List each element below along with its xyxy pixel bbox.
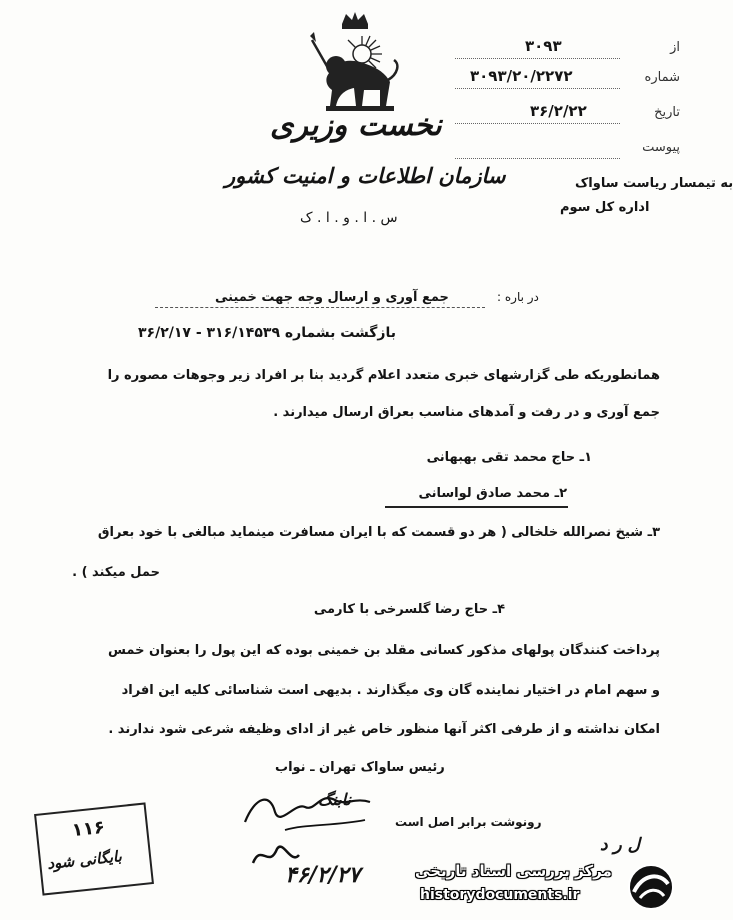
certified-copy-note: رونوشت برابر اصل است	[395, 815, 542, 829]
subject-underline	[155, 307, 485, 308]
margin-note: ل ر د	[600, 835, 640, 855]
list-item-3-line-2: حمل میکند ) .	[72, 565, 160, 580]
from-dotline	[455, 58, 620, 59]
from-row	[455, 37, 680, 62]
from-value: ۳۰۹۳	[525, 37, 562, 55]
closing-line-3: امکان نداشته و از طرفی اکثر آنها منظور خاص غیر از ادای وظیفه شرعی شود ندارند .	[108, 722, 660, 737]
closing-line-2: و سهم امام در اختیار نماینده گان وی میگذارند . بدیهی است شناسائی کلیه این افراد	[121, 683, 660, 698]
subject-text: جمع آوری و ارسال وجه جهت خمینی	[215, 290, 449, 305]
archive-stamp-number: ۱۱۶	[70, 816, 106, 842]
lion-and-sun-emblem-icon	[300, 10, 410, 120]
number-value: ۳۰۹۳/۲۰/۲۲۷۲	[470, 67, 573, 85]
history-documents-logo-icon	[622, 862, 680, 912]
handwritten-signature-icon	[225, 782, 385, 837]
intro-line-1: همانطوریکه طی گزارشهای خبری متعدد اعلام گردید بنا بر افراد زیر وجوهات مصوره را	[107, 368, 660, 383]
attachment-row	[455, 140, 680, 162]
date-value: ۳۶/۲/۲۲	[530, 102, 587, 120]
list-item-4: ۴ـ حاج رضا گلسرخی با کارمی	[313, 602, 505, 617]
signatory-title: رئیس ساواک تهران ـ نواب	[275, 760, 445, 775]
attachment-dotline	[455, 158, 620, 159]
attachment-label: پیوست	[642, 140, 680, 155]
organization-code: س . ا . و . ا . ک	[300, 210, 398, 226]
handwriting-note-1: نابنگ	[318, 790, 351, 809]
intro-line-2: جمع آوری و در رفت و آمدهای مناسب بعراق ارسال میدارند .	[273, 405, 660, 420]
number-label: شماره	[644, 70, 680, 85]
list-item-1: ۱ـ حاج محمد تقی بهبهانی	[426, 450, 592, 465]
watermark-title: مرکز بررسی اسناد تاریخی	[415, 862, 612, 880]
date-row	[455, 102, 680, 127]
archive-stamp	[34, 802, 154, 895]
subject-label: در باره :	[497, 290, 539, 304]
number-row	[455, 67, 680, 92]
closing-line-1: پرداخت کنندگان پولهای مذکور کسانی مقلد بن خمینی بوده که این پول را بعنوان خمس	[107, 643, 660, 658]
date-label: تاریخ	[654, 105, 680, 120]
archive-stamp-label: بایگانی شود	[46, 847, 123, 873]
organization-name: سازمان اطلاعات و امنیت کشور	[225, 163, 506, 188]
date-dotline	[455, 123, 620, 124]
number-dotline	[455, 88, 620, 89]
destination-line-2: اداره کل سوم	[560, 200, 650, 215]
destination-line-1: به تیمسار ریاست ساواک	[575, 176, 733, 191]
list-item-2: ۲ـ محمد صادق لواسانی	[418, 486, 567, 501]
watermark-url: historydocuments.ir	[420, 887, 580, 903]
handwritten-date: ۴۶/۲/۲۷	[285, 862, 361, 888]
item-2-underline	[385, 506, 568, 508]
reference-line: بازگشت بشماره ۳۱۶/۱۴۵۳۹ - ۳۶/۲/۱۷	[138, 325, 396, 341]
list-item-3-line-1: ۳ـ شیخ نصرالله خلخالی ( هر دو قسمت که با ایران مسافرت مینماید مبالغی با خود بعراق	[97, 525, 660, 540]
from-label: از	[670, 40, 680, 55]
ministry-title: نخست وزیری	[270, 108, 442, 143]
